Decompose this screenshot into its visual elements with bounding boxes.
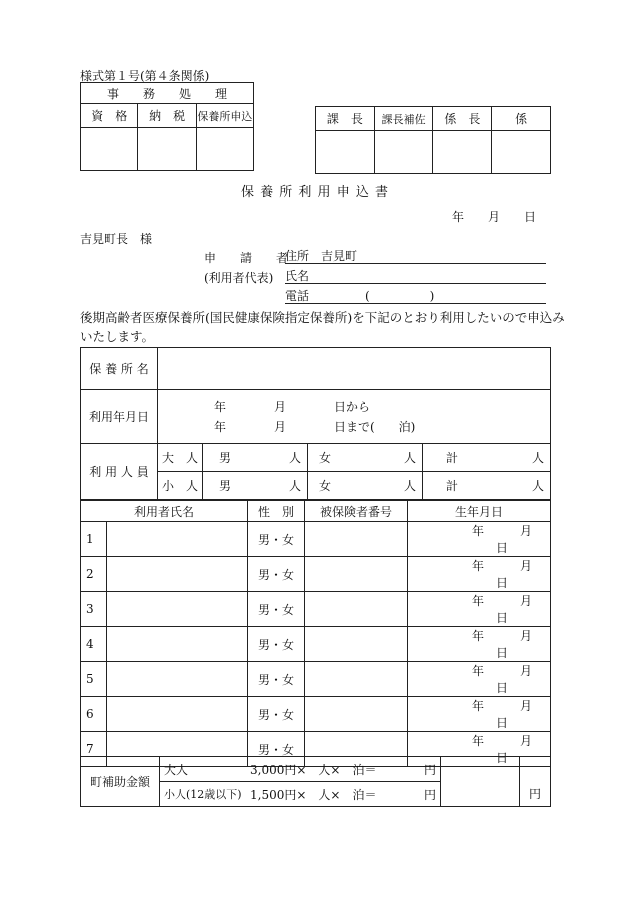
facility-label: 保 養 所 名 [81,348,158,390]
subsidy-adult-label: 大人 [160,757,251,782]
unit-person: 人 [288,451,301,465]
insured-number-cell[interactable] [305,522,408,557]
table-row [81,592,551,627]
table-row [81,697,551,732]
form-number: 様式第１号(第４条関係) [80,69,210,83]
user-name-cell[interactable] [107,522,248,557]
table-row [81,522,551,557]
approval-table [315,106,551,174]
date-from: 年 月 日から [214,399,371,414]
table-row [81,557,551,592]
row-number: 7 [81,732,107,767]
addressee: 吉見町長 様 [80,232,153,246]
user-name-cell[interactable] [107,697,248,732]
people-label: 利 用 人 員 [81,444,158,500]
name-label: 氏名 [285,269,310,283]
adult-male-count[interactable] [247,444,308,472]
office-col-tax: 納 税 [138,104,196,128]
office-cell-qualification[interactable] [81,128,138,171]
unit-person: 人 [288,479,301,493]
user-name-cell[interactable] [107,557,248,592]
subsidy-adult-formula[interactable]: 3,000円× 人× 泊＝ [250,757,406,782]
insured-number-cell[interactable] [305,697,408,732]
header-sex: 性 別 [248,501,305,522]
dob-cell[interactable]: 年 月 日 [408,522,551,557]
office-col-qualification: 資 格 [81,104,138,128]
child-total-label: 計 [423,472,482,500]
dates-cell[interactable] [158,390,551,444]
row-number: 1 [81,522,107,557]
child-label: 小 人 [158,472,203,500]
child-male-count[interactable] [247,472,308,500]
date-to: 年 月 日まで( 泊) [214,419,416,434]
unit-person: 人 [403,451,416,465]
row-number: 3 [81,592,107,627]
name-field[interactable] [285,267,546,284]
unit-person: 人 [531,451,544,465]
subsidy-child-formula[interactable]: 1,500円× 人× 泊＝ [250,782,406,807]
dob-cell[interactable]: 年 月 日 [408,627,551,662]
subsidy-adult-yen: 円 [406,757,441,782]
insured-number-cell[interactable] [305,592,408,627]
approval-cell-chief[interactable] [433,131,492,174]
office-cell-application[interactable] [196,128,253,171]
child-female-count[interactable] [342,472,423,500]
adult-female-count[interactable] [342,444,423,472]
row-number: 5 [81,662,107,697]
user-name-cell[interactable] [107,592,248,627]
dob-cell[interactable]: 年 月 日 [408,592,551,627]
approval-cell-staff[interactable] [492,131,551,174]
sex-cell[interactable]: 男・女 [248,662,305,697]
approval-col-deputy: 課長補佐 [374,107,433,131]
header-user-name: 利用者氏名 [81,501,248,522]
office-header: 事 務 処 理 [81,83,254,104]
phone-paren: ( ) [365,289,435,303]
office-cell-tax[interactable] [138,128,196,171]
dates-label: 利用年月日 [81,390,158,444]
header-insured-number: 被保険者番号 [305,501,408,522]
subsidy-child-label: 小人(12歳以下) [160,782,251,807]
subsidy-total-yen: 円 [520,757,551,807]
adult-total-count[interactable] [481,444,551,472]
adult-male-label: 男 [203,444,248,472]
office-processing-table [80,82,254,171]
adult-female-label: 女 [308,444,343,472]
sex-cell[interactable]: 男・女 [248,732,305,767]
insured-number-cell[interactable] [305,557,408,592]
adult-label: 大 人 [158,444,203,472]
date-line[interactable]: 年 月 日 [452,210,537,224]
applicant-representative-label: (利用者代表) [204,271,274,285]
row-number: 2 [81,557,107,592]
dob-cell[interactable]: 年 月 日 [408,557,551,592]
child-male-label: 男 [203,472,248,500]
facility-name-cell[interactable] [158,348,551,390]
page-title: 保 養 所 利 用 申 込 書 [241,185,389,200]
table-row [81,627,551,662]
address-field[interactable] [285,247,546,264]
approval-col-chief: 係 長 [433,107,492,131]
user-name-cell[interactable] [107,662,248,697]
row-number: 6 [81,697,107,732]
dob-cell[interactable]: 年 月 日 [408,662,551,697]
approval-cell-deputy[interactable] [374,131,433,174]
sex-cell[interactable]: 男・女 [248,697,305,732]
intro-text: 後期高齢者医療保養所(国民健康保険指定保養所)を下記のとおり利用したいので申込みいたします。 [80,310,565,344]
usage-table [80,347,551,500]
subsidy-child-yen: 円 [406,782,441,807]
approval-col-director: 課 長 [316,107,375,131]
approval-cell-director[interactable] [316,131,375,174]
table-row [81,662,551,697]
sex-cell[interactable]: 男・女 [248,557,305,592]
users-table [80,500,569,767]
office-col-application: 保養所申込 [196,104,253,128]
phone-field[interactable] [285,287,546,304]
dob-cell[interactable]: 年 月 日 [408,697,551,732]
child-female-label: 女 [308,472,343,500]
sex-cell[interactable]: 男・女 [248,522,305,557]
sex-cell[interactable]: 男・女 [248,592,305,627]
user-name-cell[interactable] [107,627,248,662]
insured-number-cell[interactable] [305,627,408,662]
header-dob: 生年月日 [408,501,551,522]
sex-cell[interactable]: 男・女 [248,627,305,662]
phone-label: 電話 [285,289,310,303]
unit-person: 人 [403,479,416,493]
adult-total-label: 計 [423,444,482,472]
subsidy-label: 町補助金額 [81,757,160,807]
unit-person: 人 [531,479,544,493]
dob-cell[interactable]: 年 月 日 [408,732,551,767]
insured-number-cell[interactable] [305,662,408,697]
row-number: 4 [81,627,107,662]
approval-col-staff: 係 [492,107,551,131]
address-label: 住所 吉見町 [285,249,358,263]
subsidy-table [80,756,551,807]
child-total-count[interactable] [481,472,551,500]
subsidy-total-cell[interactable] [441,757,520,807]
applicant-label: 申 請 者 [204,251,289,265]
